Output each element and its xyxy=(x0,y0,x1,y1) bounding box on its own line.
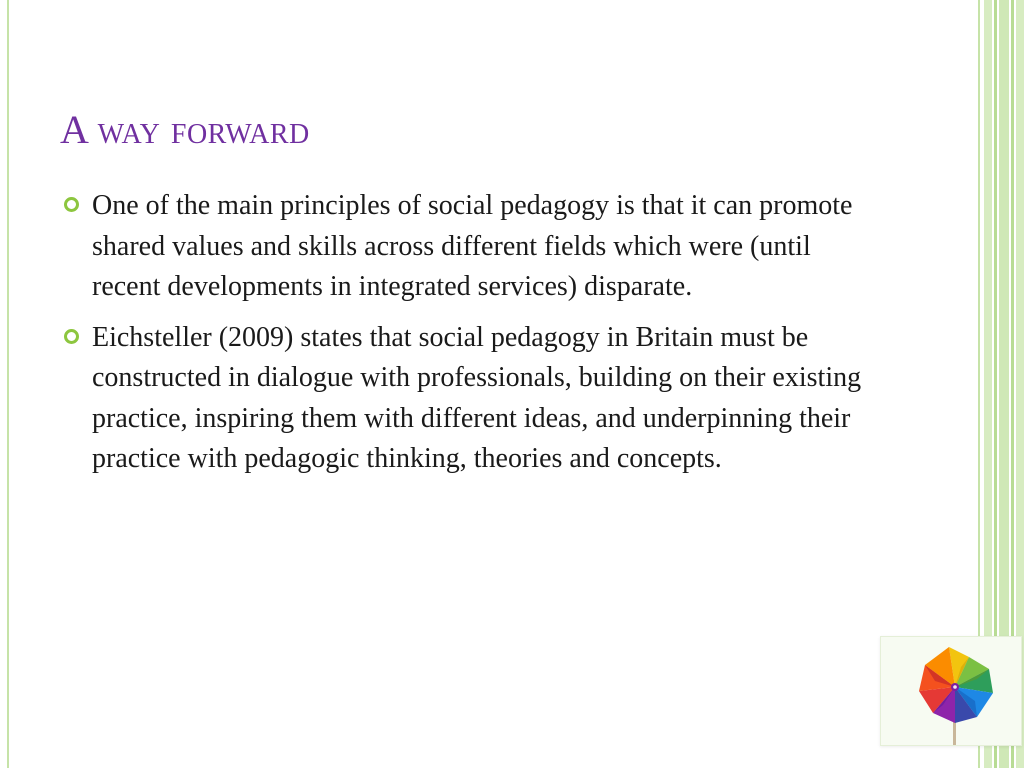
bullet-circle-icon xyxy=(64,197,79,212)
pinwheel-icon xyxy=(881,637,1021,745)
bullet-text: One of the main principles of social pedagogy is that it can promote shared values and skills across different fields which were (until recent developments in integrated services) disparate. xyxy=(92,190,853,302)
bullet-list xyxy=(62,186,882,490)
pinwheel-picture xyxy=(880,636,1022,746)
bullet-item xyxy=(62,318,882,480)
bullet-circle-icon xyxy=(64,329,79,344)
slide-title: A way forward xyxy=(60,107,310,152)
left-border-line xyxy=(7,0,9,768)
bullet-text: Eichsteller (2009) states that social pedagogy in Britain must be constructed in dialogue with professionals, building on their existing practice, inspiring them with different ideas, and underpinning their practice with pedagogic thinking, theories and concepts. xyxy=(92,321,862,474)
bullet-item xyxy=(62,186,882,308)
